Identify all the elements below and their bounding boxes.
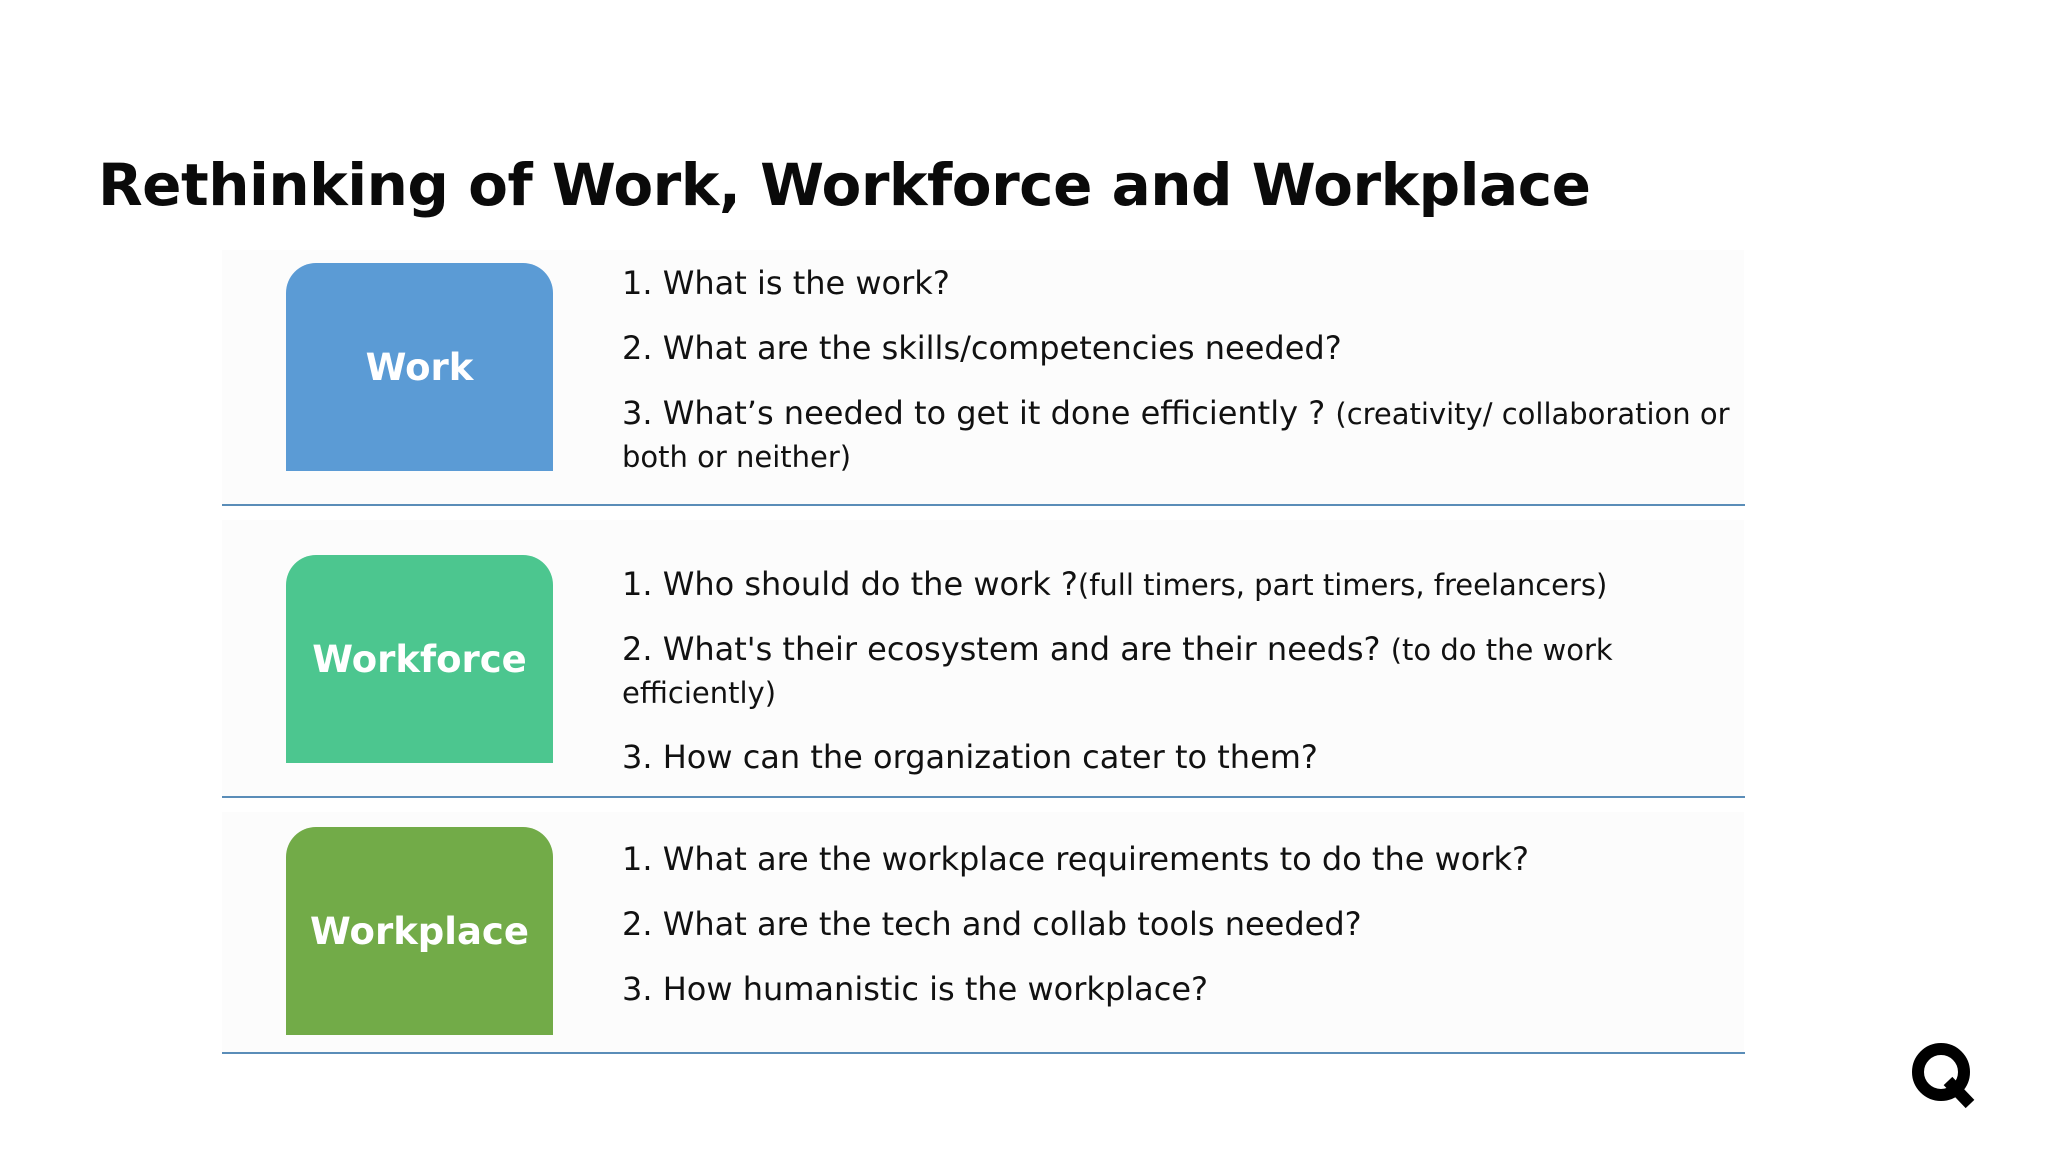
q-logo-icon [1908,1040,1980,1112]
section-divider [222,796,1745,798]
section-label-work: Work [286,263,553,471]
item-text: 3. What’s needed to get it done efficiently ? [622,394,1336,432]
section-label-workplace: Workplace [286,827,553,1035]
list-item [622,968,1744,1011]
item-text: 3. How humanistic is the workplace? [622,970,1209,1008]
list-item [622,838,1744,881]
item-text: 2. What are the tech and collab tools needed? [622,905,1362,943]
list-item [622,327,1744,370]
item-text: 2. What are the skills/competencies needed? [622,329,1342,367]
list-item [622,736,1744,779]
section-divider [222,504,1745,506]
item-note: (creativity/ collaboration or both or neither) [622,397,1730,474]
list-item [622,903,1744,946]
section-workforce-items [622,563,1744,801]
section-work-items [622,262,1744,500]
page-title: Rethinking of Work, Workforce and Workplace [98,150,1591,219]
section-workplace-items [622,838,1744,1033]
list-item [622,262,1744,305]
item-text: 1. What are the workplace requirements to do the work? [622,840,1530,878]
item-text: 1. What is the work? [622,264,950,302]
item-note: (to do the work efficiently) [622,633,1613,710]
section-divider [222,1052,1745,1054]
list-item [622,628,1744,714]
item-text: 1. Who should do the work ? [622,565,1078,603]
section-label-workforce: Workforce [286,555,553,763]
item-note: (full timers, part timers, freelancers) [1077,568,1608,602]
list-item [622,563,1744,606]
list-item [622,392,1744,478]
item-text: 3. How can the organization cater to them? [622,738,1318,776]
item-text: 2. What's their ecosystem and are their needs? [622,630,1391,668]
